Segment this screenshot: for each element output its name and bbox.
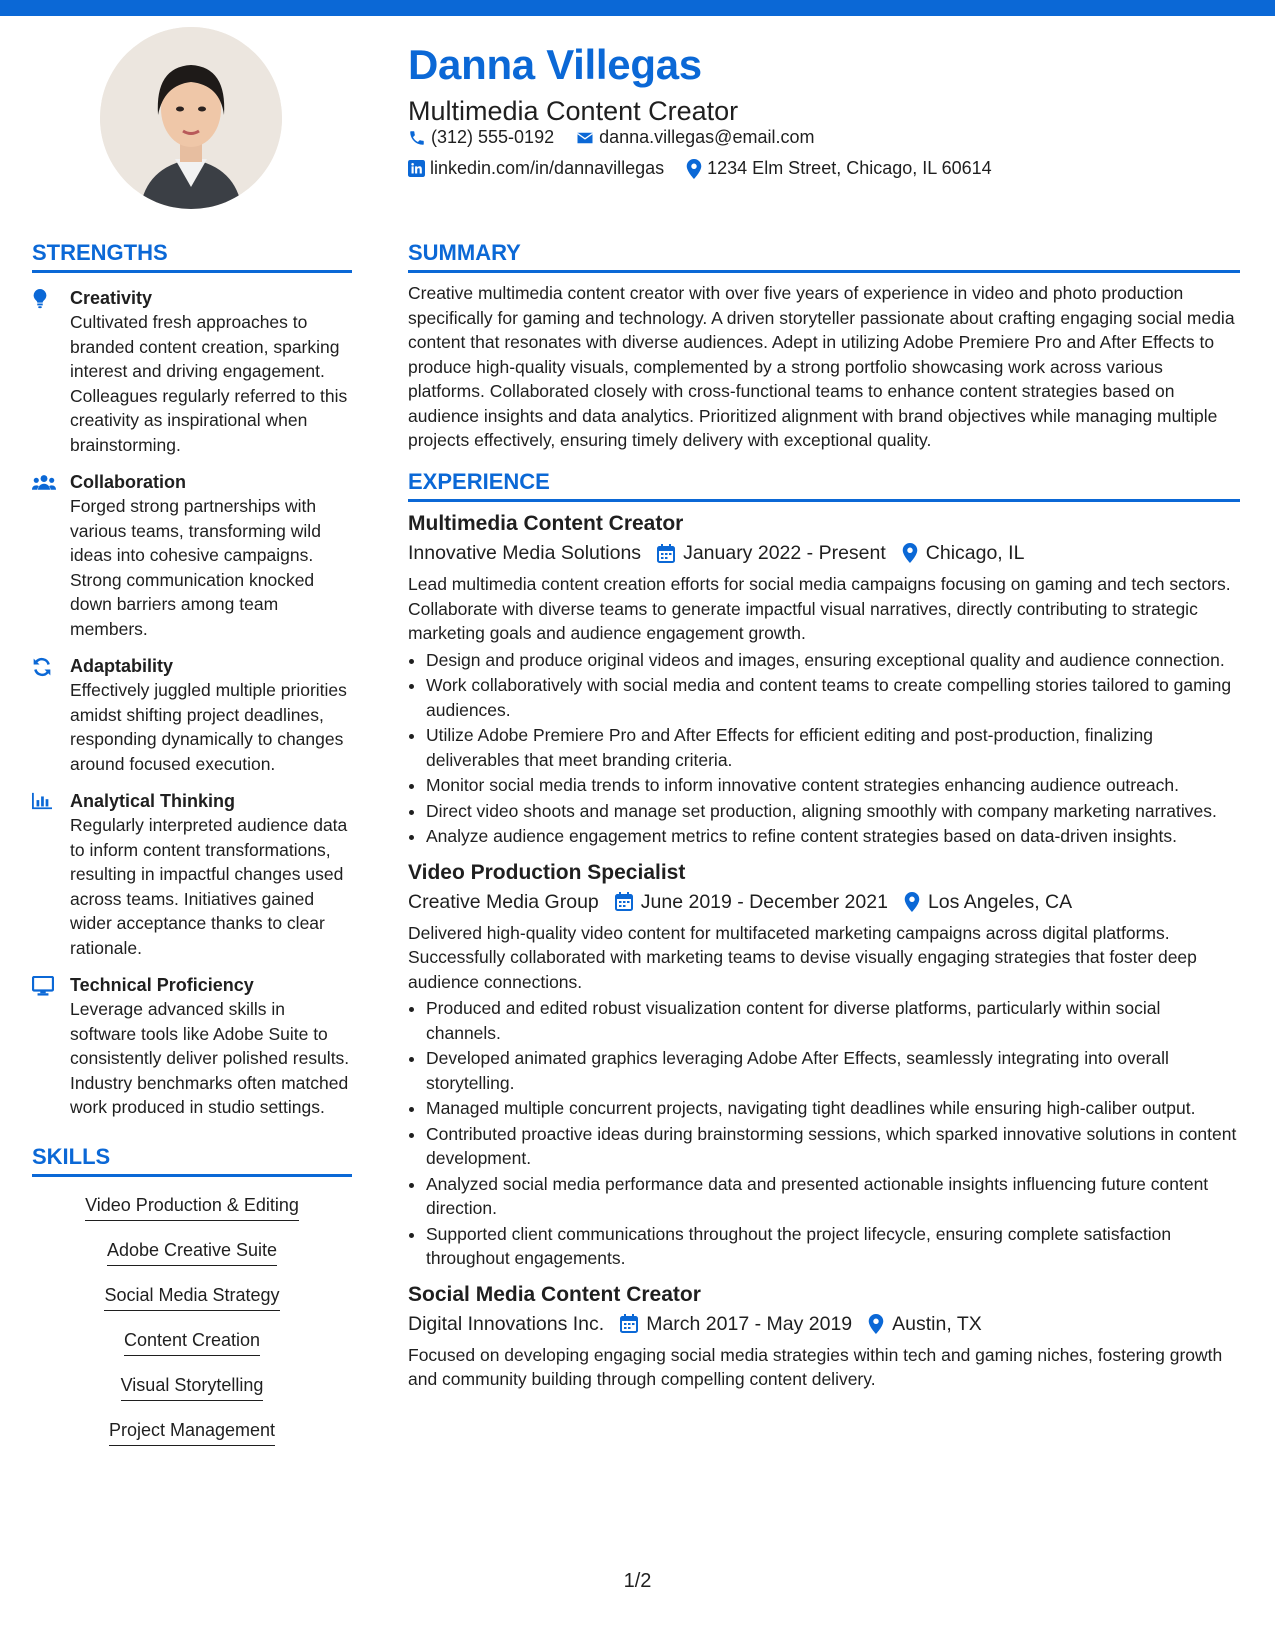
strength-desc: Effectively juggled multiple priorities amidst shifting project deadlines, responding dynamically to changes around focused execution.	[70, 680, 347, 774]
list-item: • Produced and edited robust visualization content for diverse platforms, particularly within social channels.	[426, 996, 1240, 1045]
skill-item: Social Media Strategy	[104, 1283, 279, 1311]
job-entry	[408, 859, 1240, 1271]
map-pin-icon	[904, 892, 920, 912]
list-item: • Work collaboratively with social media and content teams to create compelling stories tailored to gaming audiences.	[426, 673, 1240, 722]
sync-icon	[32, 657, 52, 677]
strength-title: Collaboration	[70, 472, 186, 493]
strength-title: Creativity	[70, 288, 153, 309]
job-dates	[657, 538, 886, 568]
strength-desc: Forged strong partnerships with various teams, transforming wild ideas into cohesive campaigns. Strong communication knocked down barriers among team members.	[70, 496, 321, 639]
job-location-text: Los Angeles, CA	[927, 890, 1073, 913]
job-company: Innovative Media Solutions	[408, 542, 642, 565]
job-dates	[615, 887, 888, 917]
strength-title: Analytical Thinking	[70, 791, 236, 812]
job-location	[904, 887, 1072, 917]
job-entry	[408, 1281, 1240, 1392]
left-column	[32, 240, 352, 1463]
strength-desc: Leverage advanced skills in software tools like Adobe Suite to consistently deliver polished results. Industry benchmarks often matched work produced in studio settings.	[70, 999, 350, 1118]
summary-text: Creative multimedia content creator with over five years of experience in video and photo production specifically for gaming and technology. A driven storyteller passionate about crafting engaging social media content that resonates with diverse audiences. Adept in utilizing Adobe Premiere Pro and After Effects to produce high-quality visuals, complemented by a strong portfolio showcasing work across various platforms. Collaborated closely with cross-functional teams to enhance content strategies based on audience insights and data analytics. Prioritized alignment with brand objectives while managing multiple projects effectively, ensuring timely delivery with exceptional quality.	[408, 283, 1235, 451]
bar-chart-icon	[32, 792, 52, 810]
list-item: • Developed animated graphics leveraging Adobe After Effects, seamlessly integrating into overall storytelling.	[426, 1046, 1240, 1095]
job-meta	[408, 538, 1240, 568]
experience-heading: EXPERIENCE	[408, 469, 1240, 502]
contact-row-2	[408, 158, 1014, 179]
job-title: Social Media Content Creator	[408, 1282, 701, 1306]
list-item: • Direct video shoots and manage set production, aligning smoothly with company marketing narratives.	[426, 799, 1240, 824]
envelope-icon	[576, 129, 594, 147]
skill-item: Content Creation	[124, 1328, 260, 1356]
job-entry	[408, 510, 1240, 849]
job-description: Delivered high-quality video content for multifaceted marketing campaigns across digital platforms. Successfully collaborated with marketing teams to devise visually engaging strategies that foster deep audience connections.	[408, 922, 1197, 992]
job-dates-text: March 2017 - May 2019	[646, 1312, 853, 1335]
strength-item	[32, 470, 352, 641]
skills-list	[32, 1193, 352, 1463]
strength-item	[32, 286, 352, 457]
list-item: • Utilize Adobe Premiere Pro and After Effects for efficient editing and post-production, finalizing deliverables that meet branding criteria.	[426, 723, 1240, 772]
list-item: • Analyzed social media performance data and presented actionable insights influencing future content direction.	[426, 1172, 1240, 1221]
email-contact[interactable]	[576, 127, 814, 148]
avatar	[100, 27, 282, 209]
list-item: • Analyze audience engagement metrics to refine content strategies based on data-driven insights.	[426, 824, 1240, 849]
candidate-title: Multimedia Content Creator	[408, 96, 739, 126]
job-description: Lead multimedia content creation efforts for social media campaigns focusing on gaming and tech sectors. Collaborate with diverse teams to generate impactful visual narratives, directly contributing to strategic marketing goals and audience engagement growth.	[408, 574, 1231, 644]
skills-heading: SKILLS	[32, 1144, 352, 1177]
job-bullets	[408, 648, 1240, 849]
map-pin-icon	[868, 1314, 884, 1334]
job-description: Focused on developing engaging social media strategies within tech and gaming niches, fostering growth and community building through compelling content delivery.	[408, 1344, 1223, 1390]
job-meta	[408, 887, 1240, 917]
map-pin-icon	[902, 543, 918, 563]
linkedin-icon	[408, 160, 425, 177]
job-dates	[620, 1309, 852, 1339]
job-dates-text: June 2019 - December 2021	[640, 890, 888, 913]
job-company: Digital Innovations Inc.	[408, 1312, 605, 1335]
strength-desc: Cultivated fresh approaches to branded content creation, sparking interest and driving engagement. Colleagues regularly referred to this creativity as inspirational when brainstorming.	[70, 312, 348, 455]
list-item: • Managed multiple concurrent projects, navigating tight deadlines while ensuring high-caliber output.	[426, 1096, 1240, 1121]
strength-desc: Regularly interpreted audience data to inform content transformations, resulting in impactful changes used across teams. Initiatives gained wider acceptance thanks to clear rationale.	[70, 815, 348, 958]
calendar-icon	[657, 544, 675, 563]
contact-row-1	[408, 127, 836, 148]
top-accent-bar	[0, 0, 1275, 16]
strength-item	[32, 973, 352, 1120]
job-bullets	[408, 996, 1240, 1271]
skill-item: Video Production & Editing	[85, 1193, 299, 1221]
page-number: 1/2	[623, 1570, 652, 1592]
candidate-name: Danna Villegas	[408, 41, 702, 88]
job-meta	[408, 1309, 1240, 1339]
linkedin-text[interactable]: linkedin.com/in/dannavillegas	[430, 158, 665, 178]
job-location	[902, 538, 1025, 568]
skill-item: Adobe Creative Suite	[107, 1238, 277, 1266]
job-company: Creative Media Group	[408, 890, 599, 913]
users-icon	[32, 473, 56, 491]
phone-icon	[408, 129, 426, 147]
list-item: • Supported client communications throughout the project lifecycle, ensuring complete satisfaction throughout engagements.	[426, 1222, 1240, 1271]
job-title: Video Production Specialist	[408, 860, 686, 884]
list-item: • Monitor social media trends to inform innovative content strategies enhancing audience outreach.	[426, 773, 1240, 798]
email-text[interactable]: danna.villegas@email.com	[599, 127, 815, 147]
lightbulb-icon	[32, 289, 48, 309]
map-pin-icon	[686, 159, 702, 179]
job-dates-text: January 2022 - Present	[683, 542, 886, 565]
job-title: Multimedia Content Creator	[408, 512, 684, 536]
calendar-icon	[615, 892, 633, 911]
right-column	[408, 240, 1240, 1392]
job-location-text: Chicago, IL	[925, 542, 1025, 565]
strength-item	[32, 789, 352, 960]
summary-heading: SUMMARY	[408, 240, 1240, 273]
address-text: 1234 Elm Street, Chicago, IL 60614	[707, 158, 992, 178]
strength-title: Adaptability	[70, 656, 174, 677]
job-location-text: Austin, TX	[892, 1312, 982, 1335]
strengths-heading: STRENGTHS	[32, 240, 352, 273]
calendar-icon	[620, 1314, 638, 1333]
monitor-icon	[32, 976, 54, 996]
skill-item: Visual Storytelling	[121, 1373, 264, 1401]
strength-title: Technical Proficiency	[70, 975, 254, 996]
strength-item	[32, 654, 352, 776]
address-contact	[686, 158, 992, 179]
linkedin-contact[interactable]	[408, 158, 664, 179]
list-item: • Contributed proactive ideas during brainstorming sessions, which sparked innovative solutions in content development.	[426, 1122, 1240, 1171]
phone-text: (312) 555-0192	[431, 127, 555, 147]
job-location	[868, 1309, 982, 1339]
skill-item: Project Management	[109, 1418, 275, 1446]
list-item: • Design and produce original videos and images, ensuring exceptional quality and audience connection.	[426, 648, 1240, 673]
phone-contact	[408, 127, 554, 148]
